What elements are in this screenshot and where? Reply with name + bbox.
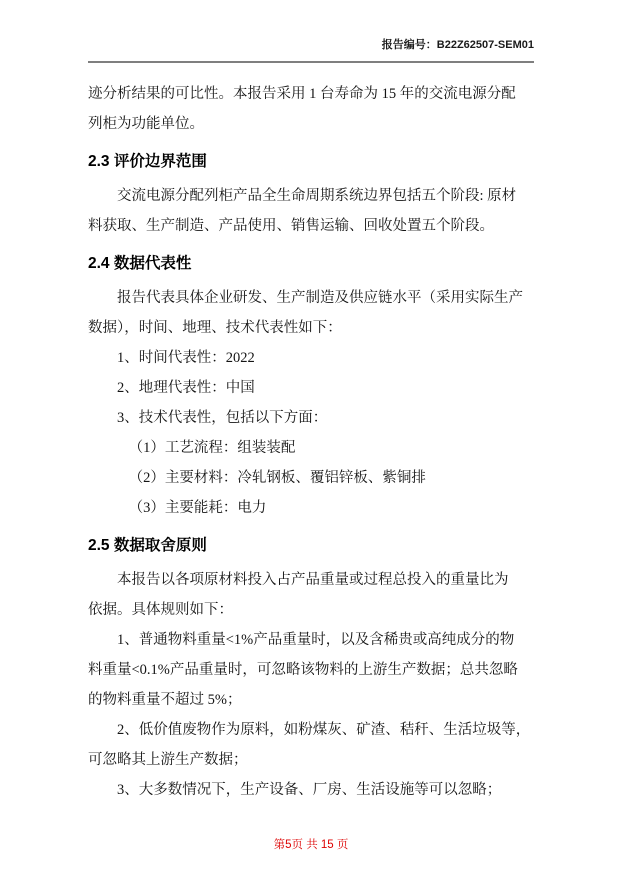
section-heading-2-3: 2.3 评价边界范围	[88, 153, 207, 170]
list-item: 3、大多数情况下，生产设备、厂房、生活设施等可以忽略；	[117, 782, 502, 798]
list-sub-item: （1）工艺流程：组装装配	[128, 440, 296, 456]
body-line: 列柜为功能单位。	[88, 116, 204, 132]
report-number: 报告编号：B22Z62507-SEM01	[381, 39, 534, 51]
body-line: 可忽略其上游生产数据；	[88, 752, 248, 768]
body-line: 本报告以各项原材料投入占产品重量或过程总投入的重量比为	[117, 572, 509, 588]
page-footer	[0, 836, 622, 852]
body-line: 交流电源分配列柜产品全生命周期系统边界包括五个阶段: 原材	[117, 188, 517, 204]
body-line: 料获取、生产制造、产品使用、销售运输、回收处置五个阶段。	[88, 218, 494, 234]
list-sub-item: （2）主要材料：冷轧钢板、覆铝锌板、紫铜排	[128, 470, 426, 486]
body-line: 数据），时间、地理、技术代表性如下：	[88, 320, 342, 336]
list-item: 1、普通物料重量<1%产品重量时，以及含稀贵或高纯成分的物	[117, 632, 515, 648]
body-line: 依据。具体规则如下：	[88, 602, 233, 618]
list-item: 2、地理代表性：中国	[117, 380, 255, 396]
document-content	[88, 79, 534, 805]
list-sub-item: （3）主要能耗：电力	[128, 500, 267, 516]
body-line: 的物料重量不超过 5%；	[88, 692, 242, 708]
body-line: 报告代表具体企业研发、生产制造及供应链水平（采用实际生产	[117, 290, 523, 306]
list-item: 2、低价值废物作为原料，如粉煤灰、矿渣、秸秆、生活垃圾等，	[117, 722, 531, 738]
section-heading-2-5: 2.5 数据取舍原则	[88, 537, 207, 554]
section-heading-2-4: 2.4 数据代表性	[88, 255, 192, 272]
list-item: 3、技术代表性，包括以下方面：	[117, 410, 328, 426]
report-header	[88, 36, 534, 63]
page-indicator: 第5页 共 15 页	[273, 839, 349, 851]
body-line: 迹分析结果的可比性。本报告采用 1 台寿命为 15 年的交流电源分配	[88, 86, 516, 102]
body-line: 料重量<0.1%产品重量时，可忽略该物料的上游生产数据；总共忽略	[88, 662, 518, 678]
list-item: 1、时间代表性：2022	[117, 350, 255, 366]
